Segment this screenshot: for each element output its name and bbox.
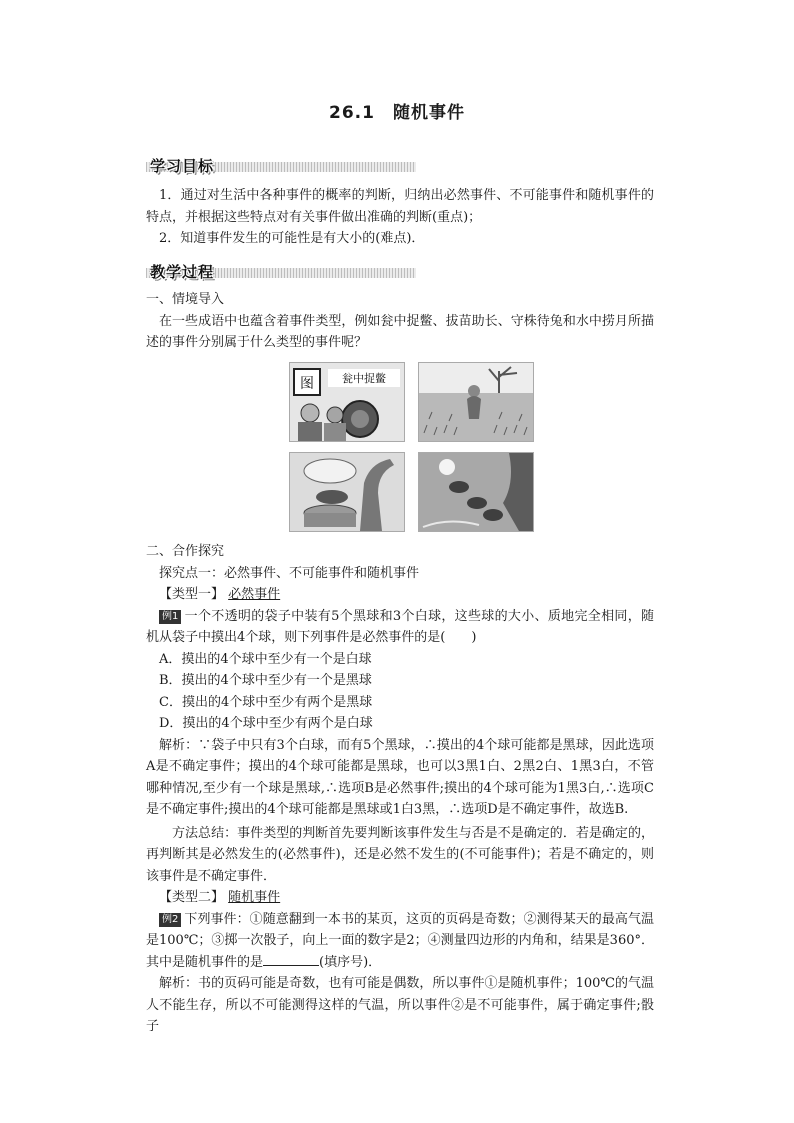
section-header-process xyxy=(146,261,416,283)
explore-heading: 二、合作探究 xyxy=(146,544,225,559)
option-c: C．摸出的4个球中至少有两个是黑球 xyxy=(159,694,373,710)
intro-block xyxy=(146,289,654,354)
section-label: 学习目标 xyxy=(150,157,215,175)
type2-label: 【类型二】 xyxy=(159,890,225,905)
goal-item: 1．通过对生活中各种事件的概率的判断，归纳出必然事件、不可能事件和随机事件的特点，并根据这些特点对有关事件做出准确的判断(重点)； xyxy=(146,188,654,225)
explore-block xyxy=(146,541,654,1038)
illustration-jar xyxy=(289,362,405,442)
option-a: A．摸出的4个球中至少有一个是白球 xyxy=(159,651,372,667)
type2-title: 随机事件 xyxy=(228,890,281,905)
intro-text: 在一些成语中也蕴含着事件类型，例如瓮中捉鳖、拔苗助长、守株待兔和水中捞月所描述的事件分别属于什么类型的事件呢？ xyxy=(146,313,654,350)
example1 xyxy=(146,606,654,649)
example2-tag: 例2 xyxy=(159,913,181,927)
section-label: 教学过程 xyxy=(150,263,215,281)
type1-title: 必然事件 xyxy=(228,587,281,602)
answer-blank xyxy=(263,953,319,966)
section-header-goals xyxy=(146,155,416,177)
option-b: B．摸出的4个球中至少有一个是黑球 xyxy=(159,673,372,688)
example1-text: 一个不透明的袋子中装有5个黑球和3个白球，这些球的大小、质地完全相同，随机从袋子中摸出4个球，则下列事件是必然事件的是( ) xyxy=(146,608,654,645)
explore-point: 探究点一：必然事件、不可能事件和随机事件 xyxy=(159,565,420,581)
illustration-field xyxy=(418,362,534,442)
illustration-tree-stump xyxy=(289,452,405,532)
goal-item: 2．知道事件发生的可能性是有大小的(难点)． xyxy=(159,231,425,246)
example2-text-end: (填序号)． xyxy=(319,954,382,970)
method-summary: 方法总结：事件类型的判断首先要判断该事件发生与否是不是确定的．若是确定的，再判断其是必然发生的(必然事件)，还是必然不发生的(不可能事件)；若是不确定的，则该事件是不确定事件． xyxy=(146,825,654,884)
example1-tag: 例1 xyxy=(159,610,181,624)
analysis2: 解析：书的页码可能是奇数，也有可能是偶数，所以事件①是随机事件；100℃的气温人不能生存，所以不可能测得这样的气温，所以事件②是不可能事件，属于确定事件;骰子 xyxy=(146,976,654,1034)
illustration-monkeys xyxy=(418,452,534,532)
type1-label: 【类型一】 xyxy=(159,587,225,602)
type2-line xyxy=(146,887,654,909)
intro-heading: 一、情境导入 xyxy=(146,292,225,307)
page-title: 26.1 随机事件 xyxy=(329,103,465,123)
image-sign: 图 xyxy=(300,376,314,392)
analysis1: 解析：∵袋子中只有3个白球，而有5个黑球，∴摸出的4个球可能都是黑球，因此选项A是不确定事件；摸出的4个球可能都是黑球，也可以3黑1白、2黑2白、1黑3白，不管哪种情况,至少有一个球是黑球,∴选项B是必然事件;摸出的4个球可能为1黑3白,∴选项C是不确定事件;摸出的4个球可能都是黑球或1白3黑，∴选项D是不确定事件，故选B. xyxy=(146,737,654,817)
option-d: D．摸出的4个球中至少有两个是白球 xyxy=(159,716,373,731)
example2-text: 下列事件：①随意翻到一本书的某页，这页的页码是奇数；②测得某天的最高气温是100℃；③掷一次骰子，向上一面的数字是2；④测量四边形的内角和，结果是360°．其中是随机事件的是 xyxy=(146,911,654,970)
example2 xyxy=(146,909,654,974)
image-caption: 瓮中捉鳖 xyxy=(342,372,386,385)
type1-line xyxy=(146,584,654,606)
goals-block xyxy=(146,185,654,250)
